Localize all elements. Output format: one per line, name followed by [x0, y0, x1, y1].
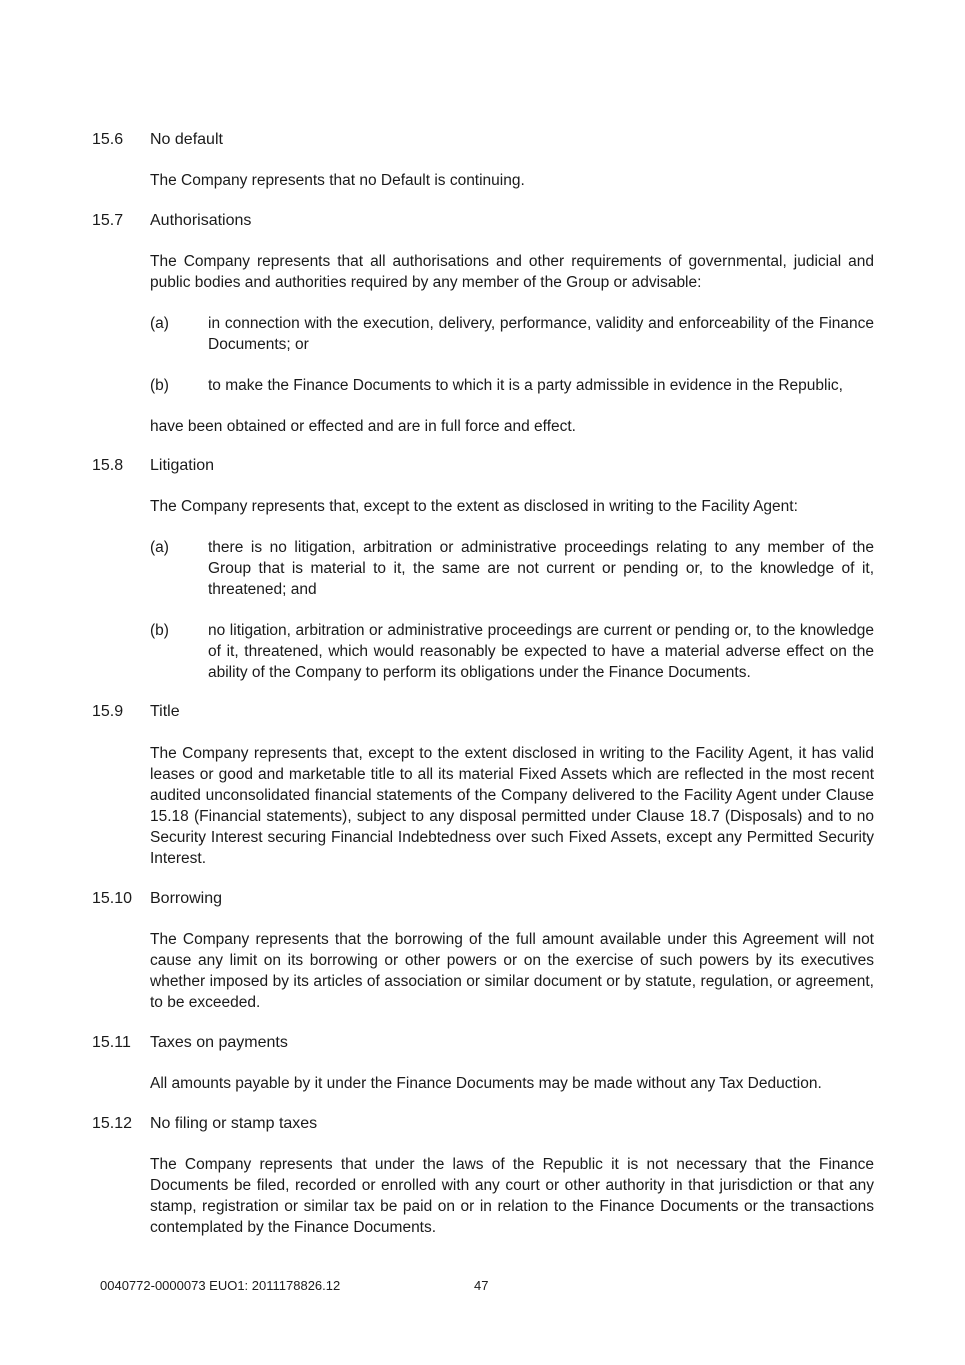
section-15-8 [92, 455, 874, 683]
section-number: 15.6 [92, 131, 124, 148]
section-paragraph: The Company represents that the borrowing of the full amount available under this Agreement will not cause any limit on its borrowing or other powers or on the exercise of such powers by its executives whether imposed by its articles of association or similar document or by statute, regulation, or agreement, to be exceeded. [150, 931, 874, 1011]
section-paragraph: The Company represents that under the laws of the Republic it is not necessary that the Finance Documents be filed, recorded or enrolled with any court or other authority in that jurisdiction or that any stamp, registration or similar tax be paid on or in relation to the Finance Documents or the transactions contemplated by the Finance Documents. [150, 1156, 874, 1236]
section-number: 15.8 [92, 457, 124, 474]
list-item-label: (b) [150, 377, 169, 394]
section-number: 15.12 [92, 1115, 133, 1132]
section-heading [92, 701, 874, 722]
section-title: No filing or stamp taxes [150, 1115, 318, 1132]
list-item [150, 537, 874, 600]
section-heading [92, 1113, 874, 1134]
list-item-text: there is no litigation, arbitration or administrative proceedings relating to any member of the Group that is material to it, the same are not current or pending or, to the knowledge of it, threatened; and [208, 539, 874, 598]
section-title: Litigation [150, 457, 215, 474]
section-intro: The Company represents that all authorisations and other requirements of governmental, judicial and public bodies and authorities required by any member of the Group or advisable: [150, 253, 874, 291]
section-title: No default [150, 131, 223, 148]
section-heading [92, 210, 874, 231]
section-15-7 [92, 210, 874, 437]
section-heading [92, 129, 874, 150]
section-heading [92, 888, 874, 909]
list-item [150, 375, 874, 396]
section-number: 15.7 [92, 212, 124, 229]
footer-page-number: 47 [474, 1278, 489, 1293]
section-15-12 [92, 1113, 874, 1238]
section-15-10 [92, 888, 874, 1013]
section-paragraph: The Company represents that no Default is continuing. [150, 172, 525, 189]
section-paragraph: The Company represents that, except to the extent disclosed in writing to the Facility Agent, it has valid leases or good and marketable title to all its material Fixed Assets which are reflected in the most recent audited unconsolidated financial statements of the Company delivered to the Facility Agent under Clause 15.18 (Financial statements), subject to any disposal permitted under Clause 18.7 (Disposals) and to no Security Interest securing Financial Indebtedness over such Fixed Assets, except any Permitted Security Interest. [150, 745, 874, 867]
list-item-label: (a) [150, 539, 169, 556]
section-paragraph: All amounts payable by it under the Finance Documents may be made without any Tax Deduction. [150, 1075, 822, 1092]
list-item-label: (b) [150, 622, 169, 639]
list-item [150, 620, 874, 683]
section-closing: have been obtained or effected and are in full force and effect. [150, 418, 576, 435]
footer-document-reference: 0040772-0000073 EUO1: 2011178826.12 [100, 1278, 341, 1293]
list-item [150, 313, 874, 355]
section-number: 15.9 [92, 703, 124, 720]
section-heading [92, 455, 874, 476]
section-15-11 [92, 1032, 874, 1094]
section-15-9 [92, 701, 874, 869]
section-number: 15.10 [92, 890, 133, 907]
section-title: Title [150, 703, 180, 720]
section-heading [92, 1032, 874, 1053]
list-item-text: in connection with the execution, delivery, performance, validity and enforceability of the Finance Documents; or [208, 315, 874, 353]
section-15-6 [92, 129, 874, 191]
section-title: Taxes on payments [150, 1034, 288, 1051]
list-item-text: no litigation, arbitration or administrative proceedings are current or pending or, to the knowledge of it, threatened, which would reasonably be expected to have a material adverse effect on the ability of the Company to perform its obligations under the Finance Documents. [208, 622, 874, 681]
section-title: Authorisations [150, 212, 252, 229]
section-intro: The Company represents that, except to the extent as disclosed in writing to the Facility Agent: [150, 498, 798, 515]
section-title: Borrowing [150, 890, 223, 907]
section-number: 15.11 [92, 1034, 131, 1051]
list-item-text: to make the Finance Documents to which it is a party admissible in evidence in the Republic, [208, 377, 843, 394]
list-item-label: (a) [150, 315, 169, 332]
